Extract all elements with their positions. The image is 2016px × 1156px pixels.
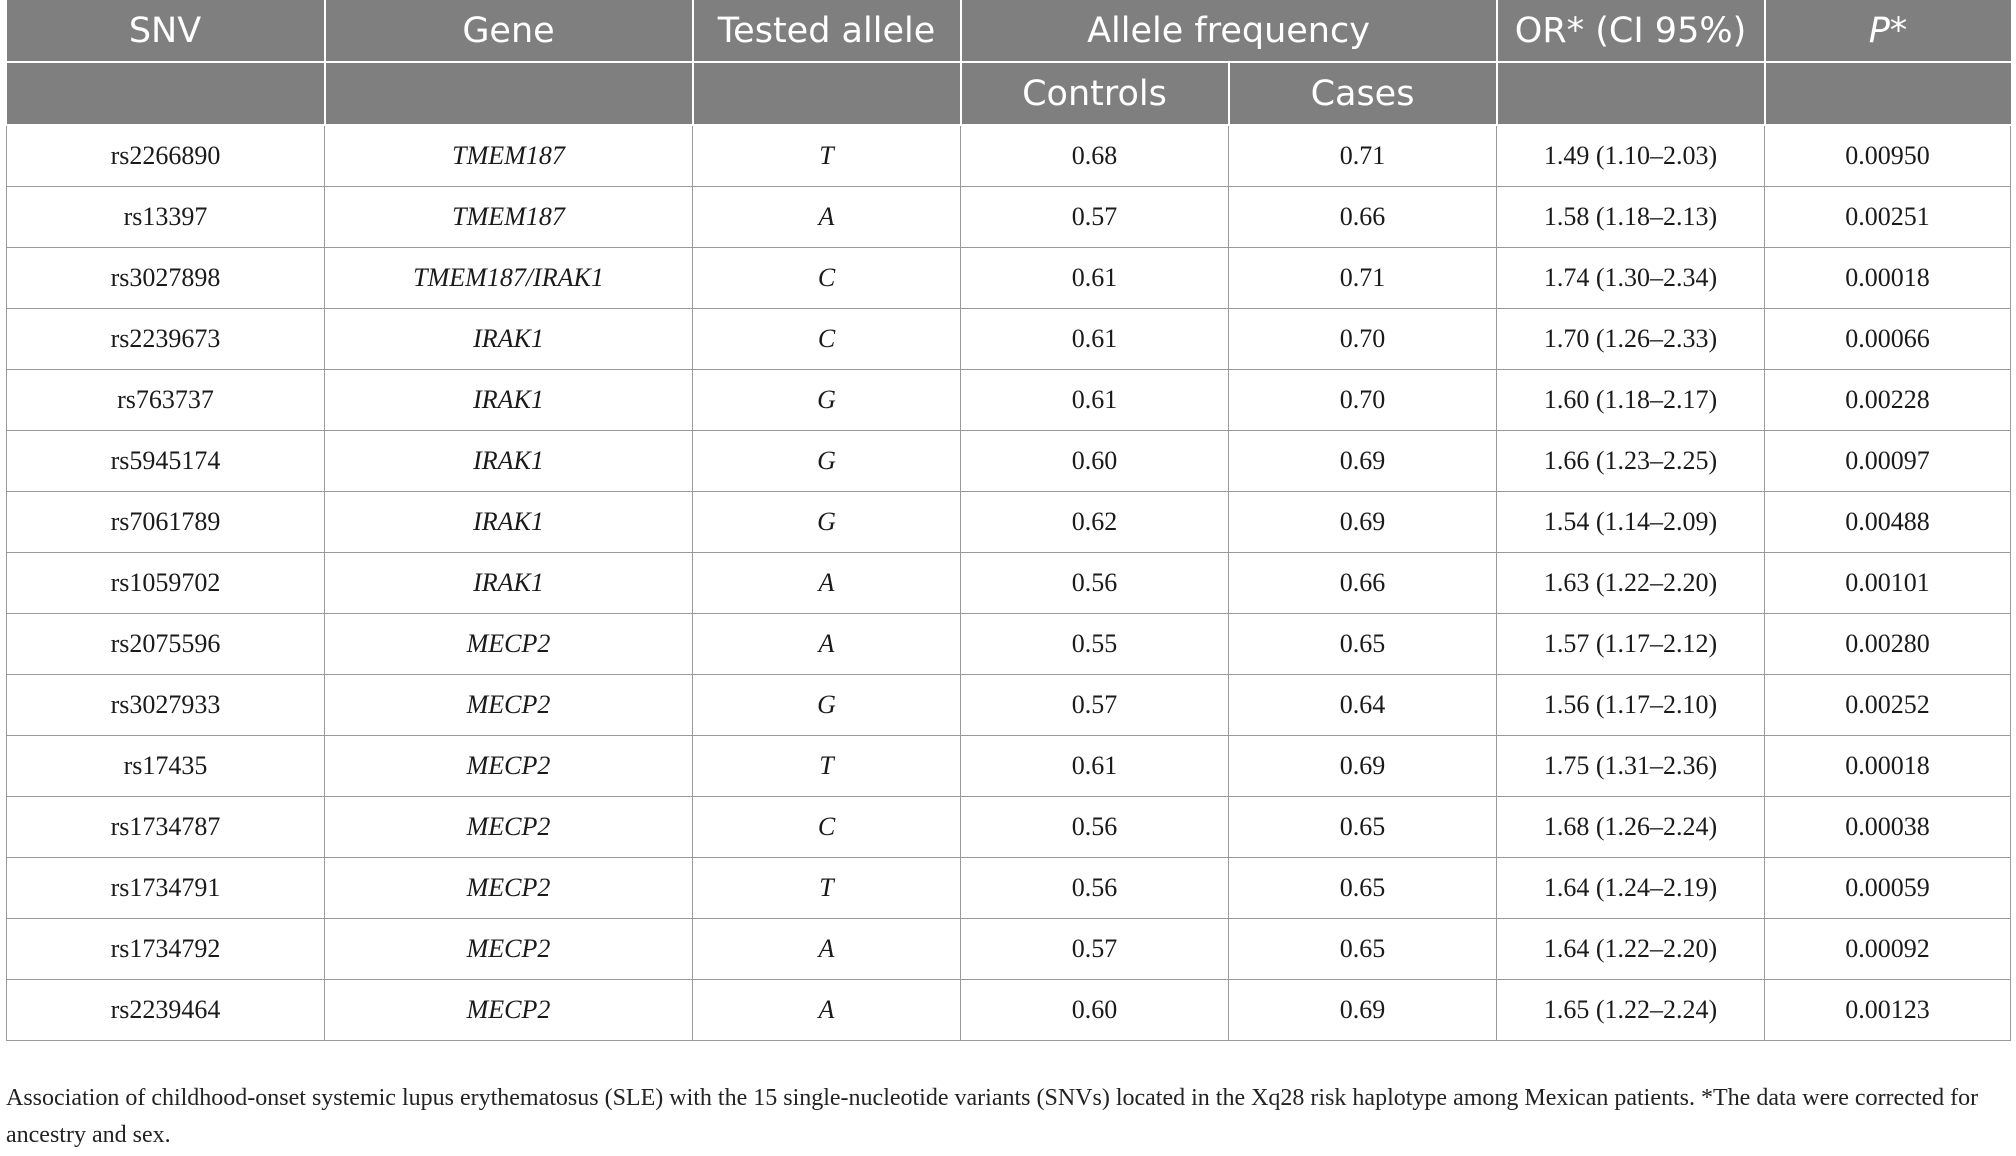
header-blank-snv (7, 62, 325, 125)
cell-snv: rs1734791 (7, 858, 325, 919)
table-row (7, 736, 2011, 797)
table-row (7, 675, 2011, 736)
cell-allele: A (693, 553, 961, 614)
cell-cases: 0.65 (1229, 858, 1497, 919)
cell-gene: MECP2 (325, 797, 693, 858)
cell-or: 1.56 (1.17–2.10) (1497, 675, 1765, 736)
table-row (7, 797, 2011, 858)
cell-gene: MECP2 (325, 675, 693, 736)
table-row (7, 980, 2011, 1041)
cell-snv: rs2239464 (7, 980, 325, 1041)
cell-snv: rs2075596 (7, 614, 325, 675)
results-table-container (6, 0, 2010, 1041)
table-row (7, 858, 2011, 919)
cell-allele: T (693, 125, 961, 187)
cell-gene: IRAK1 (325, 370, 693, 431)
table-row (7, 614, 2011, 675)
header-or: OR* (CI 95%) (1497, 0, 1765, 62)
cell-or: 1.64 (1.24–2.19) (1497, 858, 1765, 919)
cell-or: 1.63 (1.22–2.20) (1497, 553, 1765, 614)
cell-cases: 0.66 (1229, 187, 1497, 248)
cell-gene: IRAK1 (325, 492, 693, 553)
cell-snv: rs3027898 (7, 248, 325, 309)
cell-controls: 0.56 (961, 858, 1229, 919)
cell-controls: 0.56 (961, 797, 1229, 858)
cell-or: 1.58 (1.18–2.13) (1497, 187, 1765, 248)
cell-p: 0.00038 (1765, 797, 2011, 858)
cell-gene: IRAK1 (325, 309, 693, 370)
cell-gene: MECP2 (325, 614, 693, 675)
cell-snv: rs1734787 (7, 797, 325, 858)
cell-gene: MECP2 (325, 736, 693, 797)
cell-allele: G (693, 492, 961, 553)
header-allele-frequency: Allele frequency (961, 0, 1497, 62)
cell-gene: TMEM187 (325, 187, 693, 248)
cell-allele: C (693, 309, 961, 370)
cell-cases: 0.64 (1229, 675, 1497, 736)
cell-or: 1.57 (1.17–2.12) (1497, 614, 1765, 675)
header-snv: SNV (7, 0, 325, 62)
cell-controls: 0.56 (961, 553, 1229, 614)
cell-gene: TMEM187 (325, 125, 693, 187)
cell-cases: 0.65 (1229, 797, 1497, 858)
cell-controls: 0.61 (961, 248, 1229, 309)
cell-cases: 0.69 (1229, 736, 1497, 797)
cell-cases: 0.71 (1229, 248, 1497, 309)
cell-or: 1.49 (1.10–2.03) (1497, 125, 1765, 187)
header-controls: Controls (961, 62, 1229, 125)
cell-or: 1.75 (1.31–2.36) (1497, 736, 1765, 797)
table-row (7, 370, 2011, 431)
cell-gene: MECP2 (325, 980, 693, 1041)
header-row-2 (7, 62, 2011, 125)
cell-or: 1.65 (1.22–2.24) (1497, 980, 1765, 1041)
cell-or: 1.60 (1.18–2.17) (1497, 370, 1765, 431)
cell-allele: A (693, 187, 961, 248)
cell-p: 0.00950 (1765, 125, 2011, 187)
cell-snv: rs7061789 (7, 492, 325, 553)
cell-controls: 0.61 (961, 370, 1229, 431)
cell-or: 1.54 (1.14–2.09) (1497, 492, 1765, 553)
header-row-1 (7, 0, 2011, 62)
table-row (7, 492, 2011, 553)
cell-snv: rs17435 (7, 736, 325, 797)
header-blank-gene (325, 62, 693, 125)
cell-p: 0.00280 (1765, 614, 2011, 675)
cell-allele: A (693, 980, 961, 1041)
cell-allele: T (693, 736, 961, 797)
cell-cases: 0.65 (1229, 614, 1497, 675)
cell-cases: 0.69 (1229, 431, 1497, 492)
cell-snv: rs1059702 (7, 553, 325, 614)
table-header (7, 0, 2011, 125)
cell-gene: TMEM187/IRAK1 (325, 248, 693, 309)
cell-controls: 0.60 (961, 431, 1229, 492)
cell-p: 0.00101 (1765, 553, 2011, 614)
cell-snv: rs13397 (7, 187, 325, 248)
cell-allele: G (693, 431, 961, 492)
header-p: P* (1765, 0, 2011, 62)
cell-snv: rs3027933 (7, 675, 325, 736)
cell-cases: 0.69 (1229, 492, 1497, 553)
cell-p: 0.00066 (1765, 309, 2011, 370)
cell-cases: 0.65 (1229, 919, 1497, 980)
header-gene: Gene (325, 0, 693, 62)
cell-cases: 0.69 (1229, 980, 1497, 1041)
cell-snv: rs5945174 (7, 431, 325, 492)
table-row (7, 125, 2011, 187)
cell-controls: 0.57 (961, 919, 1229, 980)
cell-p: 0.00488 (1765, 492, 2011, 553)
cell-controls: 0.55 (961, 614, 1229, 675)
cell-cases: 0.70 (1229, 370, 1497, 431)
header-blank-or (1497, 62, 1765, 125)
table-body (7, 125, 2011, 1041)
cell-gene: MECP2 (325, 858, 693, 919)
cell-p: 0.00018 (1765, 248, 2011, 309)
cell-allele: G (693, 675, 961, 736)
cell-controls: 0.60 (961, 980, 1229, 1041)
cell-allele: C (693, 248, 961, 309)
header-cases: Cases (1229, 62, 1497, 125)
snv-association-table (6, 0, 2011, 1041)
cell-cases: 0.66 (1229, 553, 1497, 614)
cell-allele: A (693, 919, 961, 980)
cell-controls: 0.68 (961, 125, 1229, 187)
cell-controls: 0.61 (961, 736, 1229, 797)
table-row (7, 309, 2011, 370)
table-row (7, 919, 2011, 980)
cell-or: 1.66 (1.23–2.25) (1497, 431, 1765, 492)
cell-or: 1.68 (1.26–2.24) (1497, 797, 1765, 858)
cell-controls: 0.62 (961, 492, 1229, 553)
cell-allele: T (693, 858, 961, 919)
cell-or: 1.64 (1.22–2.20) (1497, 919, 1765, 980)
cell-snv: rs763737 (7, 370, 325, 431)
cell-p: 0.00059 (1765, 858, 2011, 919)
header-blank-allele (693, 62, 961, 125)
table-row (7, 187, 2011, 248)
cell-or: 1.74 (1.30–2.34) (1497, 248, 1765, 309)
cell-p: 0.00097 (1765, 431, 2011, 492)
cell-controls: 0.57 (961, 187, 1229, 248)
cell-gene: IRAK1 (325, 431, 693, 492)
cell-p: 0.00018 (1765, 736, 2011, 797)
table-row (7, 431, 2011, 492)
table-row (7, 553, 2011, 614)
cell-allele: C (693, 797, 961, 858)
cell-allele: G (693, 370, 961, 431)
cell-or: 1.70 (1.26–2.33) (1497, 309, 1765, 370)
cell-p: 0.00092 (1765, 919, 2011, 980)
cell-p: 0.00252 (1765, 675, 2011, 736)
cell-snv: rs2266890 (7, 125, 325, 187)
cell-gene: MECP2 (325, 919, 693, 980)
cell-cases: 0.71 (1229, 125, 1497, 187)
cell-p: 0.00251 (1765, 187, 2011, 248)
cell-gene: IRAK1 (325, 553, 693, 614)
cell-snv: rs2239673 (7, 309, 325, 370)
table-footnote: Association of childhood-onset systemic lupus erythematosus (SLE) with the 15 single-nucleotide variants (SNVs) located in the Xq28 risk haplotype among Mexican patients. *The data were corrected for ancestry and sex. (6, 1085, 1979, 1148)
cell-controls: 0.57 (961, 675, 1229, 736)
cell-allele: A (693, 614, 961, 675)
table-row (7, 248, 2011, 309)
cell-snv: rs1734792 (7, 919, 325, 980)
header-blank-p (1765, 62, 2011, 125)
cell-p: 0.00228 (1765, 370, 2011, 431)
cell-p: 0.00123 (1765, 980, 2011, 1041)
cell-cases: 0.70 (1229, 309, 1497, 370)
cell-controls: 0.61 (961, 309, 1229, 370)
header-tested-allele: Tested allele (693, 0, 961, 62)
